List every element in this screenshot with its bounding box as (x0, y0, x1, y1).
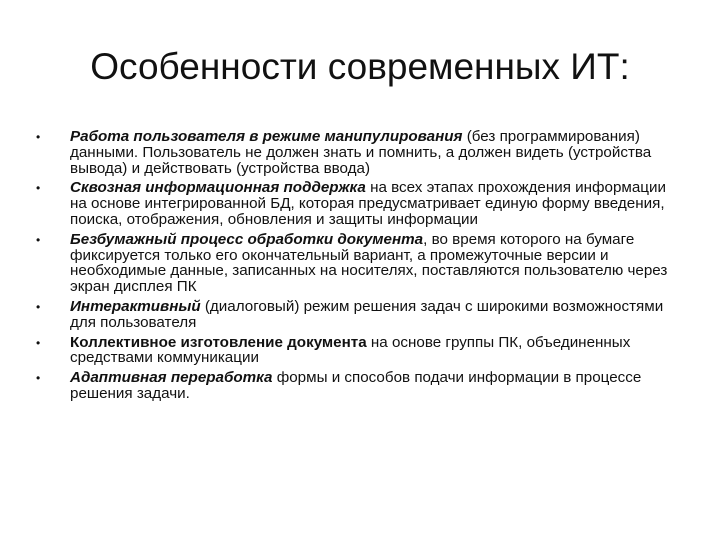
bullet-list (36, 129, 686, 406)
item-text: на основе группы ПК, объединенных средствами коммуникации (70, 333, 631, 367)
item-lead: Адаптивная переработка (70, 369, 273, 387)
item-text: формы и способов подачи информации в процессе решения задачи. (70, 369, 642, 402)
item-lead: Безбумажный процесс обработки документа (70, 230, 424, 248)
item-text: на всех этапах прохождения информации на основе интегрированной БД, которая предусматривает единую форму введения, поиска, отображения, обновления и защиты информации (70, 179, 666, 228)
bullet-icon: • (36, 335, 41, 350)
item-lead: Работа пользователя в режиме манипулирования (70, 128, 463, 145)
item-lead: Коллективное изготовление документа (70, 333, 367, 351)
item-text: (диалоговый) режим решения задач с широкими возможностями для пользователя (70, 297, 664, 331)
item-lead: Сквозная информационная поддержка (70, 179, 366, 197)
list-item (36, 370, 686, 402)
bullet-icon: • (36, 232, 41, 247)
slide-title: Особенности современных ИТ: (90, 46, 630, 87)
list-item (36, 299, 686, 331)
list-item (36, 180, 686, 227)
bullet-icon: • (36, 371, 41, 386)
item-text: (без программирования) данными. Пользователь не должен знать и помнить, а должен видеть (устройства вывода) и действовать (устройства ввода) (70, 128, 652, 177)
item-lead: Интерактивный (70, 297, 201, 315)
bullet-icon: • (36, 299, 41, 314)
list-item (36, 129, 686, 176)
bullet-icon: • (36, 181, 41, 196)
list-item (36, 335, 686, 367)
list-item (36, 232, 686, 295)
bullet-icon: • (36, 130, 41, 144)
item-text: , во время которого на бумаге фиксируется только его окончательный вариант, а промежуточные версии и необходимые данные, записанных на носителях, поставляются пользователю через экран дисплея ПК (70, 230, 668, 296)
